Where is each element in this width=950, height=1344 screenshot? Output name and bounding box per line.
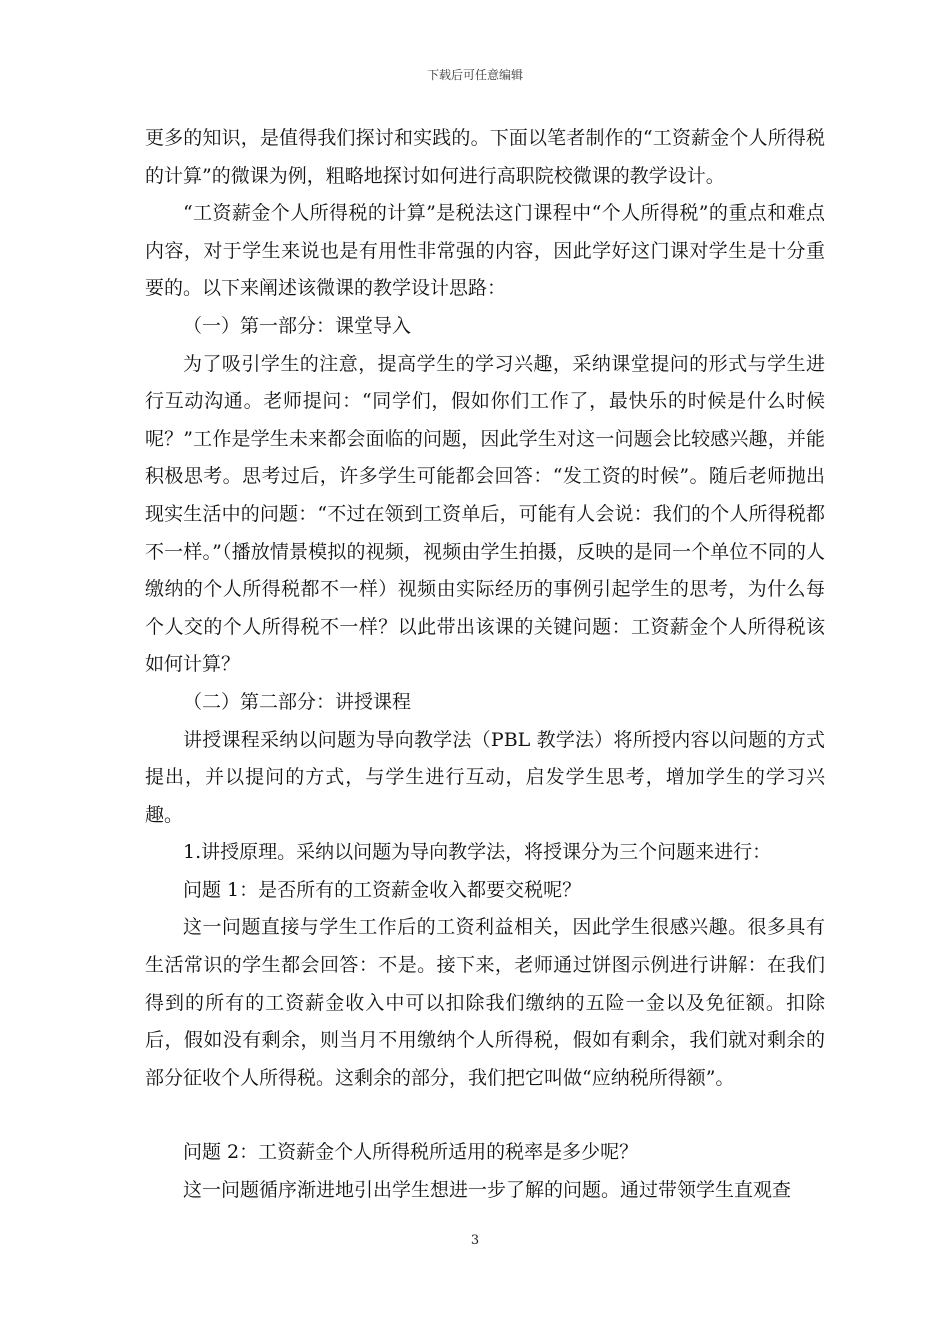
- paragraph-1: 更多的知识，是值得我们探讨和实践的。下面以笔者制作的“工资薪金个人所得税的计算”的微课为例，粗略地探讨如何进行高职院校微课的教学设计。: [145, 127, 825, 187]
- paragraph-4: 讲授课程采纳以问题为导向教学法（PBL 教学法）将所授内容以问题的方式提出，并以提问的方式，与学生进行互动，启发学生思考，增加学生的学习兴趣。: [145, 728, 825, 826]
- paragraph-3: 为了吸引学生的注意，提高学生的学习兴趣，采纳课堂提问的形式与学生进行互动沟通。老师提问：“同学们，假如你们工作了，最快乐的时候是什么时候呢？”工作是学生未来都会面临的问题，因此学生对这一问题会比较感兴趣，并能积极思考。思考过后，许多学生可能都会回答：“发工资的时候”。随后老师抛出现实生活中的问题：“不过在领到工资单后，可能有人会说：我们的个人所得税都不一样。”（播放情景模拟的视频，视频由学生拍摄，反映的是同一个单位不同的人缴纳的个人所得税都不一样）视频由实际经历的事例引起学生的思考，为什么每个人交的个人所得税不一样？以此带出该课的关键问题：工资薪金个人所得税该如何计算？: [145, 352, 825, 676]
- section-heading-1: （一）第一部分：课堂导入: [183, 314, 412, 337]
- section-heading-2: （二）第二部分：讲授课程: [183, 690, 412, 713]
- blank-line: [145, 1097, 825, 1134]
- question-1: 问题 1：是否所有的工资薪金收入都要交税呢？: [183, 878, 582, 901]
- paragraph-2: “工资薪金个人所得税的计算”是税法这门课程中“个人所得税”的重点和难点内容，对于学生来说也是有用性非常强的内容，因此学好这门课对学生是十分重要的。以下来阐述该微课的教学设计思路：: [145, 202, 825, 300]
- page-number: 3: [470, 1233, 480, 1248]
- question-2: 问题 2：工资薪金个人所得税所适用的税率是多少呢？: [183, 1141, 639, 1164]
- paragraph-5: 1.讲授原理。采纳以问题为导向教学法，将授课分为三个问题来进行：: [183, 841, 772, 864]
- paragraph-6: 这一问题直接与学生工作后的工资利益相关，因此学生很感兴趣。很多具有生活常识的学生都会回答：不是。接下来，老师通过饼图示例进行讲解：在我们得到的所有的工资薪金收入中可以扣除我们缴纳的五险一金以及免征额。扣除后，假如没有剩余，则当月不用缴纳个人所得税，假如有剩余，我们就对剩余的部分征收个人所得税。这剩余的部分，我们把它叫做“应纳税所得额”。: [145, 916, 825, 1089]
- document-body: [145, 120, 825, 1210]
- page-header: 下载后可任意编辑: [426, 68, 523, 82]
- paragraph-7: 这一问题循序渐进地引出学生想进一步了解的问题。通过带领学生直观查: [183, 1179, 792, 1202]
